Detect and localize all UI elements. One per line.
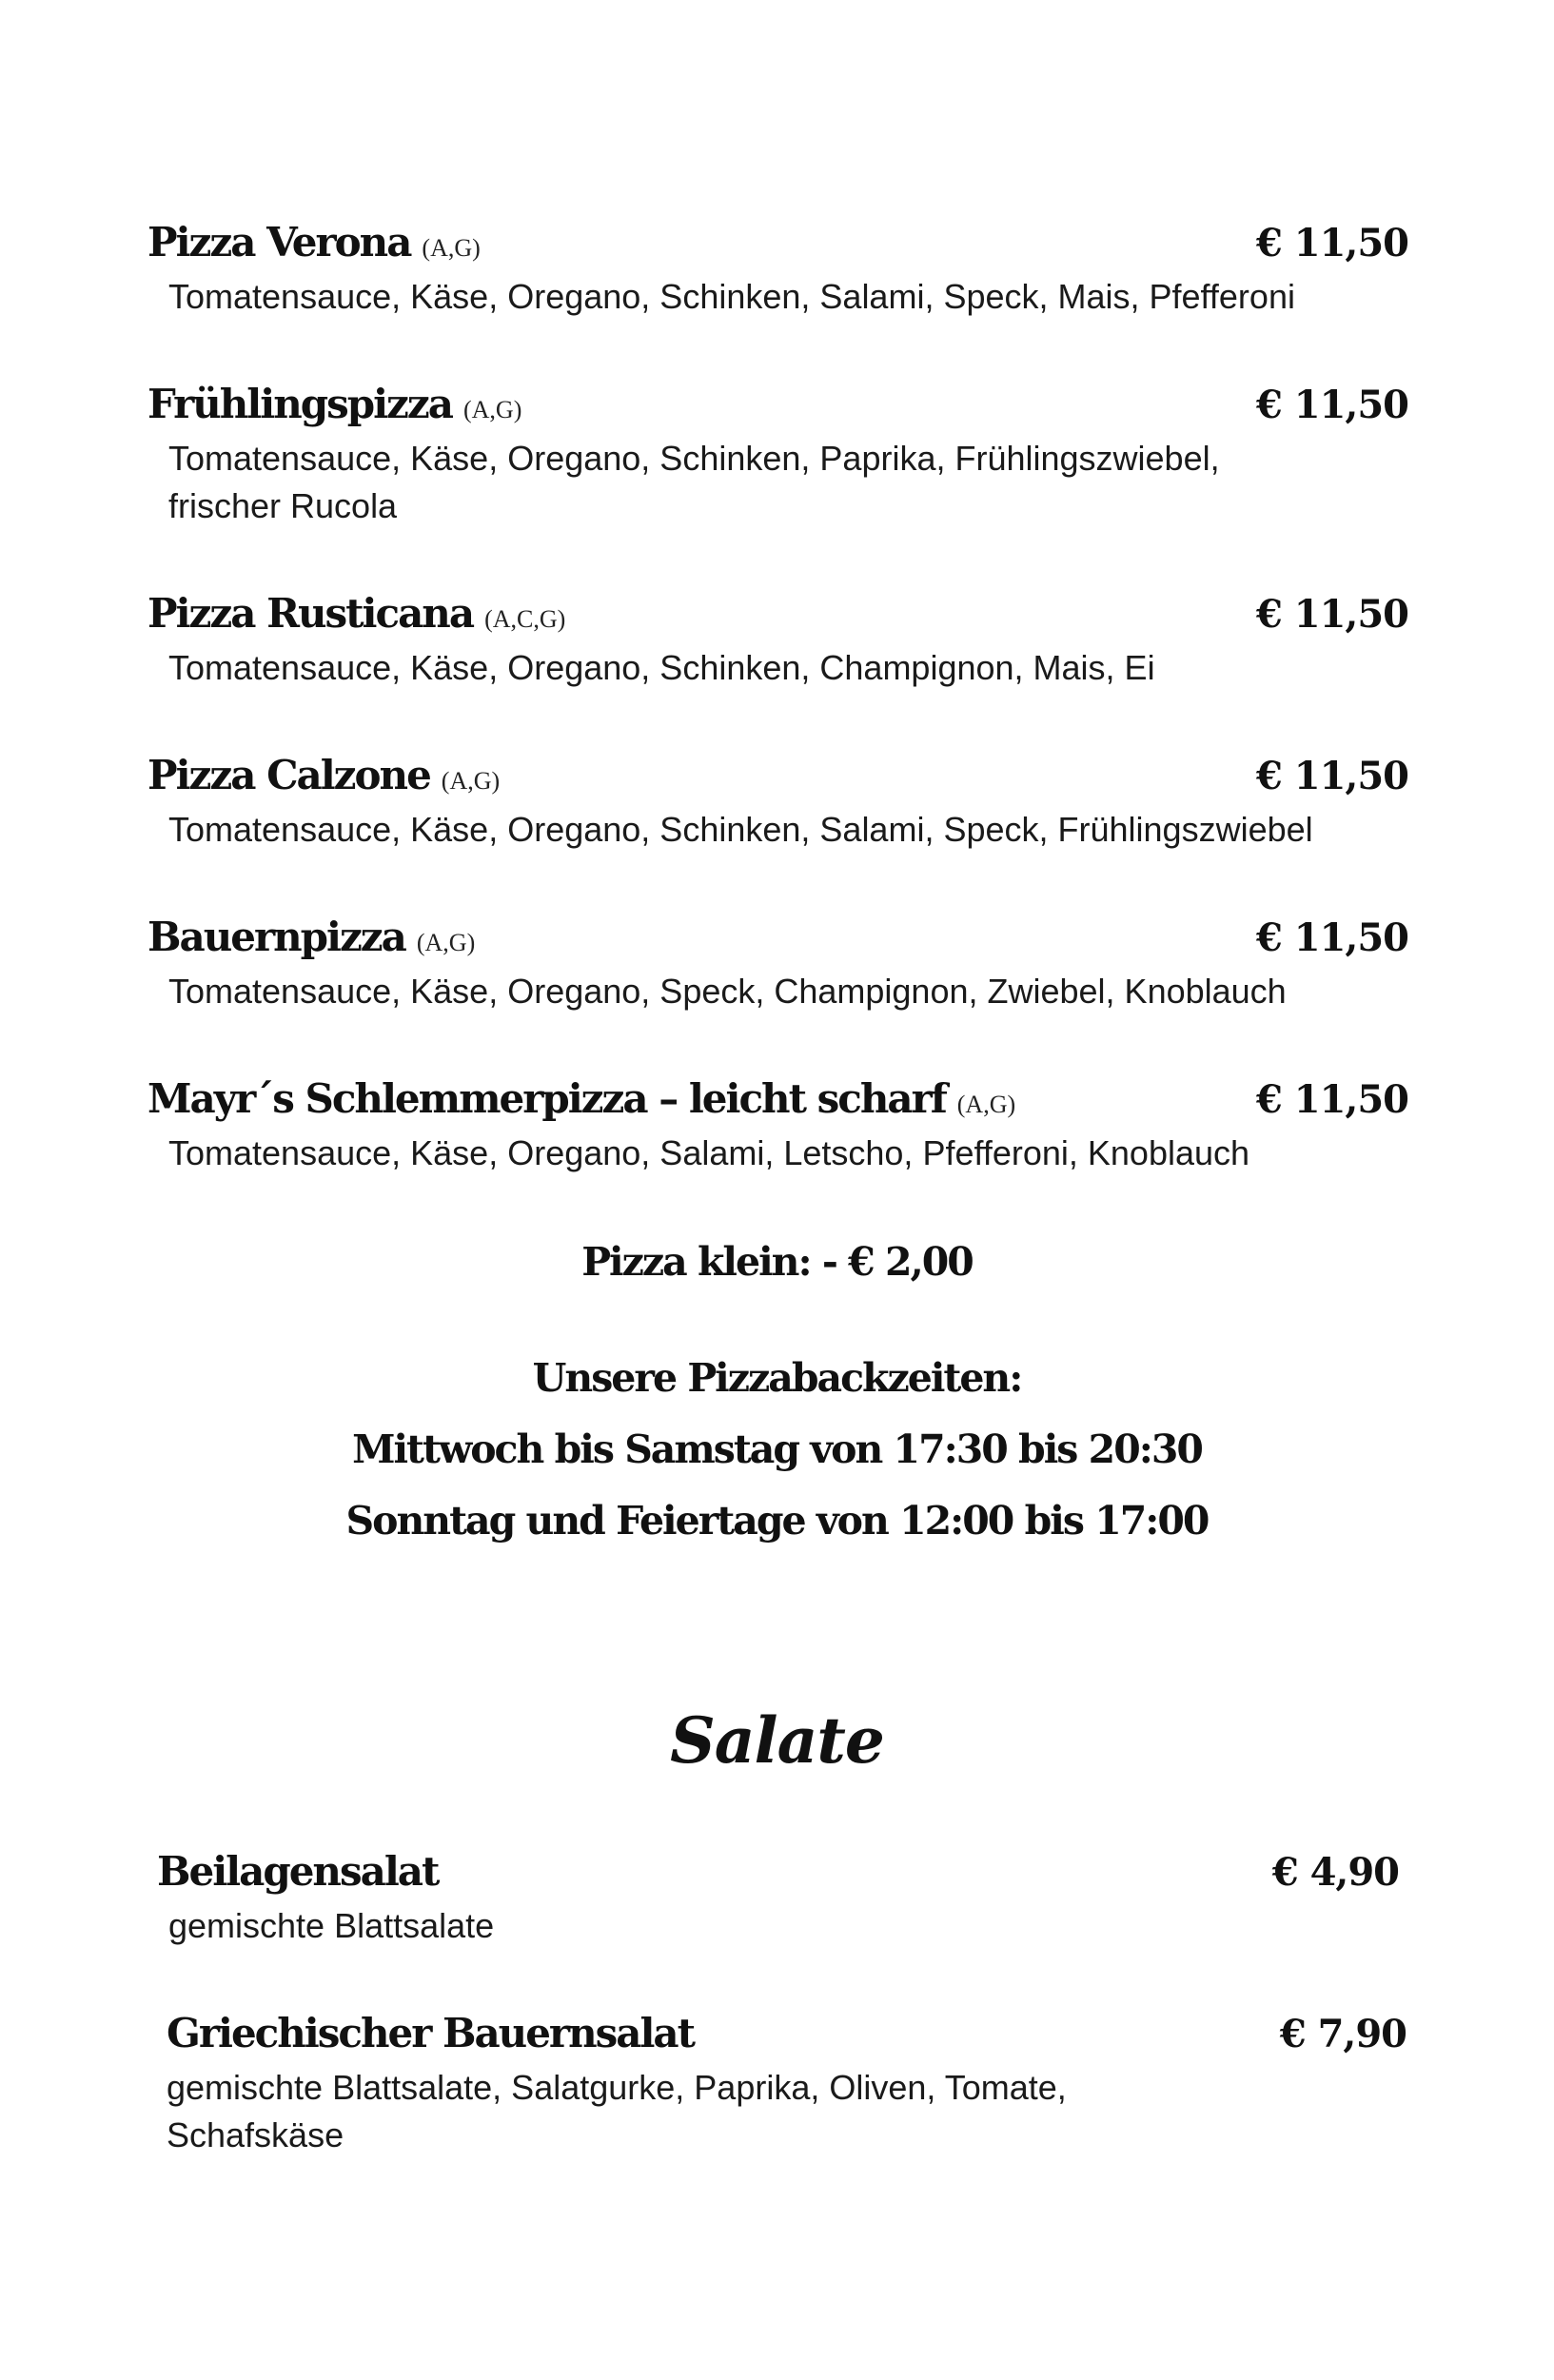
item-price: € 11,50 xyxy=(1255,592,1408,637)
menu-item-pizza-rusticana xyxy=(148,576,1408,692)
item-price: € 11,50 xyxy=(1255,754,1408,798)
allergen-codes: (A,G) xyxy=(441,767,501,795)
menu-item-beilagensalat xyxy=(157,1834,1399,1950)
menu-item-pizza-verona xyxy=(148,205,1408,321)
item-name: Mayr´s Schlemmerpizza – leicht scharf (A,G) xyxy=(148,1075,1016,1122)
baking-times-sundays: Sonntag und Feiertage von 12:00 bis 17:00 xyxy=(345,1498,1209,1544)
menu-item-bauernpizza xyxy=(148,899,1408,1015)
item-description: Tomatensauce, Käse, Oregano, Schinken, Salami, Speck, Frühlingszwiebel xyxy=(168,810,1313,849)
item-price: € 11,50 xyxy=(1255,915,1408,960)
section-title-salate: Salate xyxy=(670,1703,884,1778)
small-pizza-note: Pizza klein: - € 2,00 xyxy=(581,1239,973,1285)
menu-item-pizza-calzone xyxy=(148,738,1408,854)
item-name: Bauernpizza (A,G) xyxy=(148,914,476,960)
item-description: Tomatensauce, Käse, Oregano, Schinken, Paprika, Frühlingszwiebel, frischer Rucola xyxy=(168,439,1220,525)
item-description: Tomatensauce, Käse, Oregano, Salami, Letscho, Pfefferoni, Knoblauch xyxy=(168,1133,1250,1172)
item-price: € 11,50 xyxy=(1255,383,1408,427)
item-description: gemischte Blattsalate xyxy=(168,1906,495,1945)
allergen-codes: (A,G) xyxy=(416,929,476,956)
item-price: € 4,90 xyxy=(1271,1850,1399,1895)
allergen-codes: (A,G) xyxy=(956,1091,1016,1118)
item-name: Beilagensalat xyxy=(157,1848,439,1895)
item-description: Tomatensauce, Käse, Oregano, Speck, Champignon, Zwiebel, Knoblauch xyxy=(168,972,1287,1011)
allergen-codes: (A,G) xyxy=(462,396,522,423)
item-price: € 11,50 xyxy=(1255,221,1408,266)
item-name: Pizza Calzone (A,G) xyxy=(148,752,501,798)
item-name: Griechischer Bauernsalat xyxy=(167,2010,695,2056)
item-description: Tomatensauce, Käse, Oregano, Schinken, Salami, Speck, Mais, Pfefferoni xyxy=(168,277,1295,316)
item-name: Pizza Verona (A,G) xyxy=(148,219,481,266)
item-price: € 11,50 xyxy=(1255,1077,1408,1122)
baking-times-heading: Unsere Pizzabackzeiten: xyxy=(532,1355,1022,1401)
baking-times-weekdays: Mittwoch bis Samstag von 17:30 bis 20:30 xyxy=(352,1426,1202,1472)
item-name: Pizza Rusticana (A,C,G) xyxy=(148,590,566,637)
allergen-codes: (A,C,G) xyxy=(484,605,566,633)
item-price: € 7,90 xyxy=(1279,2012,1406,2056)
menu-item-schlemmerpizza xyxy=(148,1061,1408,1177)
allergen-codes: (A,G) xyxy=(422,234,481,262)
menu-item-griechischer-bauernsalat xyxy=(167,1996,1406,2159)
menu-item-fruehlingspizza xyxy=(148,366,1408,530)
item-description: gemischte Blattsalate, Salatgurke, Paprika, Oliven, Tomate, Schafskäse xyxy=(167,2068,1067,2154)
item-description: Tomatensauce, Käse, Oregano, Schinken, Champignon, Mais, Ei xyxy=(168,648,1155,687)
item-name: Frühlingspizza (A,G) xyxy=(148,381,522,427)
